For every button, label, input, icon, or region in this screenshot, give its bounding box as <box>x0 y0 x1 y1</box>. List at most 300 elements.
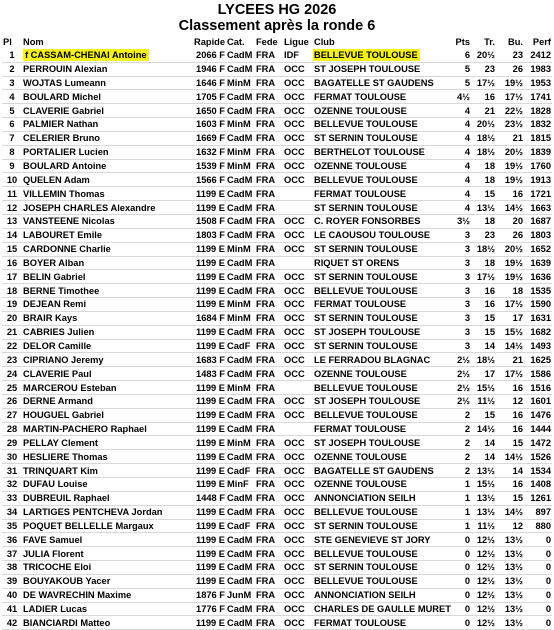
performance: 1493 <box>530 340 551 351</box>
club-name: ST JOSEPH TOULOUSE <box>314 396 421 407</box>
table-row <box>2 491 552 505</box>
player-name: DERNE Armand <box>23 396 93 407</box>
club-name: ST SERNIN TOULOUSE <box>314 562 418 573</box>
federation: FRA <box>256 493 276 504</box>
table-row <box>2 201 552 215</box>
table-row <box>2 339 552 353</box>
tiebreak-bu: 20½ <box>504 147 523 158</box>
rapid-rating: 1448 F <box>196 493 225 504</box>
rapid-rating: 1199 E <box>196 285 225 296</box>
table-row <box>2 159 552 173</box>
rapid-rating: 1483 F <box>196 368 225 379</box>
league <box>283 422 313 436</box>
player-name: MARCEROU Esteban <box>23 382 117 393</box>
tiebreak-bu: 22½ <box>504 105 523 116</box>
federation: FRA <box>256 548 276 559</box>
league: OCC <box>284 493 305 504</box>
category: CadM <box>227 424 253 435</box>
table-row <box>2 394 552 408</box>
tiebreak-tr: 11½ <box>477 396 495 407</box>
rapid-rating: 1199 E <box>196 271 225 282</box>
performance: 1953 <box>530 77 551 88</box>
category: CadF <box>227 340 251 351</box>
category: CadM <box>227 285 253 296</box>
league: OCC <box>284 465 305 476</box>
federation: FRA <box>256 437 276 448</box>
federation: FRA <box>256 451 276 462</box>
rapid-rating: 1199 E <box>196 562 225 573</box>
federation: FRA <box>256 188 276 199</box>
rapid-rating: 1199 E <box>196 188 225 199</box>
performance: 1516 <box>530 382 551 393</box>
player-name: BOULARD Michel <box>23 91 101 102</box>
table-row <box>2 104 552 118</box>
tiebreak-bu: 14½ <box>504 507 523 518</box>
points: 3½ <box>457 216 470 227</box>
tiebreak-bu: 19½ <box>504 271 523 282</box>
points: 0 <box>464 576 470 587</box>
player-name: BIANCIARDI Matteo <box>23 617 111 628</box>
rapid-rating: 1539 F <box>196 161 225 172</box>
performance: 1639 <box>530 257 551 268</box>
league <box>283 381 313 395</box>
points: 2½ <box>457 354 470 365</box>
tiebreak-tr: 18 <box>484 216 495 227</box>
rank-cell: 33 <box>6 493 18 504</box>
federation: FRA <box>256 590 276 601</box>
rapid-rating: 1669 F <box>196 133 225 144</box>
player-name: LARTIGES PENTCHEVA Jordan <box>23 507 163 518</box>
league: OCC <box>284 410 305 421</box>
points: 2 <box>464 424 470 435</box>
club-name: FERMAT TOULOUSE <box>314 299 407 310</box>
player-name: PERROUIN Alexian <box>23 64 108 75</box>
tiebreak-bu: 20 <box>512 216 523 227</box>
federation: FRA <box>256 64 276 75</box>
tiebreak-tr: 13½ <box>476 465 495 476</box>
performance: 1652 <box>530 244 551 255</box>
rapid-rating: 1199 E <box>196 382 225 393</box>
rank-cell: 14 <box>6 230 18 241</box>
table-row <box>2 588 552 602</box>
category: MinM <box>227 382 251 393</box>
player-name: DELOR Camille <box>23 340 92 351</box>
performance: 1625 <box>530 354 551 365</box>
tiebreak-tr: 16 <box>484 91 495 102</box>
rank-cell: 13 <box>6 216 18 227</box>
points: 2 <box>464 410 470 421</box>
table-row <box>2 228 552 242</box>
player-name: DE WAVRECHIN Maxime <box>23 590 132 601</box>
league: OCC <box>284 313 305 324</box>
performance: 1476 <box>530 410 551 421</box>
tiebreak-bu: 20½ <box>504 244 523 255</box>
rank-cell: 15 <box>6 244 18 255</box>
points: 5 <box>464 77 470 88</box>
club-name: ST SERNIN TOULOUSE <box>314 520 418 531</box>
rapid-rating: 1876 F <box>196 590 225 601</box>
rank-cell: 19 <box>6 299 18 310</box>
rank-cell: 10 <box>6 174 18 185</box>
standings-body <box>2 49 552 630</box>
points: 3 <box>464 327 470 338</box>
performance: 1815 <box>530 133 551 144</box>
league: OCC <box>284 216 305 227</box>
performance: 1721 <box>530 188 551 199</box>
table-row <box>2 353 552 367</box>
federation: FRA <box>256 257 276 268</box>
tiebreak-tr: 12½ <box>476 576 495 587</box>
category: CadM <box>227 354 253 365</box>
category: MinM <box>227 244 251 255</box>
league: OCC <box>284 368 305 379</box>
performance: 0 <box>545 576 551 587</box>
category: CadM <box>227 202 253 213</box>
col-header-perf: Perf <box>532 37 551 48</box>
club-name: ST SERNIN TOULOUSE <box>314 340 418 351</box>
player-name: HESLIERE Thomas <box>23 451 108 462</box>
points: 5 <box>464 64 470 75</box>
tiebreak-tr: 18 <box>484 257 495 268</box>
league: OCC <box>284 285 305 296</box>
federation: FRA <box>256 368 276 379</box>
points: 4 <box>464 133 470 144</box>
table-row <box>2 256 552 270</box>
player-name: POQUET BELLELLE Margaux <box>23 520 154 531</box>
player-name: DUFAU Louise <box>23 479 88 490</box>
club-name: BELLEVUE TOULOUSE <box>314 382 418 393</box>
performance: 0 <box>545 534 551 545</box>
club-name: ST SERNIN TOULOUSE <box>314 244 418 255</box>
rank-cell: 36 <box>6 534 18 545</box>
rank-cell: 30 <box>6 451 18 462</box>
league: OCC <box>284 604 305 615</box>
league: OCC <box>284 520 305 531</box>
table-row <box>2 505 552 519</box>
performance: 1444 <box>530 424 551 435</box>
category: CadM <box>227 216 253 227</box>
table-row <box>2 574 552 588</box>
points: 1 <box>464 520 470 531</box>
player-name: BOULARD Antoine <box>23 161 107 172</box>
federation: FRA <box>256 216 276 227</box>
tiebreak-bu: 13½ <box>504 534 523 545</box>
table-row <box>2 173 552 187</box>
rank-cell: 26 <box>6 396 18 407</box>
player-name: PELLAY Clement <box>23 437 98 448</box>
performance: 1631 <box>530 313 551 324</box>
league: OCC <box>284 64 305 75</box>
tiebreak-tr: 23 <box>484 230 495 241</box>
tiebreak-tr: 15 <box>484 327 495 338</box>
federation: FRA <box>256 479 276 490</box>
tiebreak-bu: 13½ <box>504 604 523 615</box>
table-row <box>2 242 552 256</box>
tiebreak-tr: 20½ <box>476 119 495 130</box>
tiebreak-tr: 18½ <box>476 133 495 144</box>
performance: 1839 <box>530 147 551 158</box>
federation: FRA <box>256 327 276 338</box>
performance: 0 <box>545 617 551 628</box>
league: OCC <box>284 479 305 490</box>
league: OCC <box>284 174 305 185</box>
club-name <box>313 49 451 62</box>
table-row <box>2 325 552 339</box>
rapid-rating: 1683 F <box>196 354 225 365</box>
tiebreak-bu: 17 <box>512 313 523 324</box>
club-name: BELLEVUE TOULOUSE <box>314 119 418 130</box>
rapid-rating: 1199 E <box>196 327 225 338</box>
tiebreak-bu: 16 <box>512 188 523 199</box>
player-name: PORTALIER Lucien <box>23 147 109 158</box>
club-name: OZENNE TOULOUSE <box>314 161 407 172</box>
performance: 1526 <box>530 451 551 462</box>
club-name: BAGATELLE ST GAUDENS <box>314 465 434 476</box>
federation: FRA <box>256 161 276 172</box>
club-name: OZENNE TOULOUSE <box>314 451 407 462</box>
rapid-rating: 1199 E <box>196 465 225 476</box>
rank-cell: 5 <box>9 105 15 116</box>
league <box>283 256 313 270</box>
performance: 1586 <box>530 368 551 379</box>
points: 3 <box>464 340 470 351</box>
tiebreak-bu: 21 <box>512 354 523 365</box>
rank-cell: 37 <box>6 548 18 559</box>
points: 4 <box>464 147 470 158</box>
tiebreak-tr: 16 <box>484 285 495 296</box>
category: CadM <box>227 105 253 116</box>
tiebreak-tr: 13½ <box>476 507 495 518</box>
league: OCC <box>284 451 305 462</box>
rapid-rating: 1199 E <box>196 202 225 213</box>
col-header-tr: Tr. <box>484 37 495 48</box>
tiebreak-bu: 13½ <box>504 548 523 559</box>
tiebreak-tr: 20½ <box>476 50 495 61</box>
tiebreak-bu: 15 <box>512 493 523 504</box>
rapid-rating: 1803 F <box>196 230 225 241</box>
performance: 1535 <box>530 285 551 296</box>
tiebreak-bu: 18 <box>512 285 523 296</box>
club-name: STE GENEVIEVE ST JORY <box>314 534 431 545</box>
club-name: ST SERNIN TOULOUSE <box>314 202 418 213</box>
performance: 0 <box>545 562 551 573</box>
page-title: LYCEES HG 2026 <box>217 2 337 18</box>
rank-cell: 18 <box>6 285 18 296</box>
tiebreak-tr: 12½ <box>476 562 495 573</box>
league: OCC <box>284 340 305 351</box>
rapid-rating: 1199 E <box>196 617 225 628</box>
federation: FRA <box>256 244 276 255</box>
highlighted-player-name: f CASSAM-CHENAI Antoine <box>25 50 147 61</box>
points: 2 <box>464 465 470 476</box>
points: 2½ <box>457 396 470 407</box>
category: MinM <box>227 299 251 310</box>
table-row <box>2 464 552 478</box>
performance: 1913 <box>530 174 551 185</box>
tiebreak-bu: 21 <box>512 133 523 144</box>
federation: FRA <box>256 617 276 628</box>
tiebreak-tr: 18 <box>484 161 495 172</box>
tiebreak-bu: 13½ <box>504 576 523 587</box>
points: 0 <box>464 617 470 628</box>
tiebreak-tr: 18½ <box>476 147 495 158</box>
player-name: BERNE Timothee <box>23 285 100 296</box>
rank-cell: 2 <box>9 64 15 75</box>
rank-cell: 3 <box>9 77 15 88</box>
rank-cell: 38 <box>6 562 18 573</box>
rank-cell: 21 <box>6 327 18 338</box>
federation: FRA <box>256 562 276 573</box>
table-row <box>2 408 552 422</box>
rapid-rating: 1632 F <box>196 147 225 158</box>
points: 4 <box>464 202 470 213</box>
league: OCC <box>284 133 305 144</box>
highlighted-club-name: BELLEVUE TOULOUSE <box>314 50 418 61</box>
federation: FRA <box>256 382 276 393</box>
club-name: FERMAT TOULOUSE <box>314 617 407 628</box>
category: CadM <box>227 534 253 545</box>
performance: 1261 <box>530 493 551 504</box>
points: 2 <box>464 451 470 462</box>
player-name: CELERIER Bruno <box>23 133 100 144</box>
league: OCC <box>284 230 305 241</box>
rapid-rating: 1199 E <box>196 299 225 310</box>
rank-cell: 39 <box>6 576 18 587</box>
col-header-fede: Fede <box>256 37 278 48</box>
category: CadM <box>227 576 253 587</box>
player-name: CLAVERIE Paul <box>23 368 92 379</box>
tiebreak-tr: 17 <box>484 368 495 379</box>
league: OCC <box>284 396 305 407</box>
performance: 1408 <box>530 479 551 490</box>
points: 3 <box>464 285 470 296</box>
performance: 1636 <box>530 271 551 282</box>
category: CadF <box>227 520 251 531</box>
player-name <box>22 49 180 62</box>
club-name: BELLEVUE TOULOUSE <box>314 576 418 587</box>
table-header-row <box>2 36 552 49</box>
category: CadM <box>227 64 253 75</box>
player-name: BELIN Gabriel <box>23 271 86 282</box>
league: IDF <box>284 50 299 61</box>
rank-cell: 42 <box>6 617 18 628</box>
rapid-rating: 1776 F <box>196 604 225 615</box>
tiebreak-bu: 16 <box>512 382 523 393</box>
category: CadM <box>227 230 253 241</box>
rank-cell: 35 <box>6 520 18 531</box>
tiebreak-tr: 23 <box>484 64 495 75</box>
points: 3 <box>464 299 470 310</box>
rank-cell: 27 <box>6 410 18 421</box>
player-name: CIPRIANO Jeremy <box>23 354 104 365</box>
player-name: WOJTAS Lumeann <box>23 77 106 88</box>
club-name: OZENNE TOULOUSE <box>314 105 407 116</box>
player-name: JULIA Florent <box>23 548 84 559</box>
tiebreak-tr: 12½ <box>476 604 495 615</box>
player-name: DUBREUIL Raphael <box>23 493 110 504</box>
points: 2½ <box>457 368 470 379</box>
performance: 897 <box>535 507 551 518</box>
category: CadM <box>227 271 253 282</box>
category: CadM <box>227 410 253 421</box>
category: CadM <box>227 604 253 615</box>
rank-cell: 29 <box>6 437 18 448</box>
performance: 880 <box>535 520 551 531</box>
federation: FRA <box>256 77 276 88</box>
category: CadM <box>227 174 253 185</box>
league <box>283 201 313 215</box>
category: CadM <box>227 507 253 518</box>
rapid-rating: 1199 E <box>196 576 225 587</box>
league: OCC <box>284 161 305 172</box>
rank-cell: 22 <box>6 340 18 351</box>
player-name: TRICOCHE Eloi <box>23 562 92 573</box>
league: OCC <box>284 327 305 338</box>
rank-cell: 12 <box>6 202 18 213</box>
performance: 1687 <box>530 216 551 227</box>
tiebreak-bu: 26 <box>512 64 523 75</box>
federation: FRA <box>256 299 276 310</box>
col-header-cat: Cat. <box>227 37 245 48</box>
rank-cell: 31 <box>6 465 18 476</box>
table-row <box>2 62 552 76</box>
player-name: VILLEMIN Thomas <box>23 188 105 199</box>
player-name: BOYER Alban <box>23 257 85 268</box>
club-name: ST SERNIN TOULOUSE <box>314 271 418 282</box>
tiebreak-bu: 13½ <box>504 617 523 628</box>
tiebreak-tr: 14½ <box>476 424 495 435</box>
rapid-rating: 1199 E <box>196 507 225 518</box>
rapid-rating: 1684 F <box>196 313 225 324</box>
club-name: ST JOSEPH TOULOUSE <box>314 64 421 75</box>
rank-cell: 17 <box>6 271 18 282</box>
tiebreak-bu: 23 <box>512 50 523 61</box>
col-header-nom: Nom <box>23 37 44 48</box>
rapid-rating: 1199 E <box>196 520 225 531</box>
club-name: BELLEVUE TOULOUSE <box>314 507 418 518</box>
rank-cell: 25 <box>6 382 18 393</box>
rapid-rating: 1199 E <box>196 437 225 448</box>
category: JunM <box>227 590 252 601</box>
tiebreak-tr: 13½ <box>476 202 495 213</box>
federation: FRA <box>256 313 276 324</box>
category: CadM <box>227 368 253 379</box>
club-name: OZENNE TOULOUSE <box>314 368 407 379</box>
points: 2 <box>464 437 470 448</box>
club-name: ANNONCIATION SEILH <box>314 493 416 504</box>
rapid-rating: 1199 E <box>196 410 225 421</box>
table-row <box>2 436 552 450</box>
player-name: CARDONNE Charlie <box>23 244 111 255</box>
rapid-rating: 1199 E <box>196 548 225 559</box>
points: 3 <box>464 244 470 255</box>
player-name: FAVE Samuel <box>23 534 83 545</box>
table-row <box>2 602 552 616</box>
tiebreak-bu: 14½ <box>504 202 523 213</box>
tiebreak-bu: 23½ <box>504 119 523 130</box>
points: 4 <box>464 119 470 130</box>
points: 1 <box>464 507 470 518</box>
rapid-rating: 1199 E <box>196 424 225 435</box>
points: 0 <box>464 548 470 559</box>
points: 3 <box>464 313 470 324</box>
category: MinM <box>227 147 251 158</box>
table-row <box>2 284 552 298</box>
rapid-rating: 1199 E <box>196 479 225 490</box>
table-row <box>2 616 552 630</box>
club-name: ST SERNIN TOULOUSE <box>314 313 418 324</box>
table-row <box>2 298 552 312</box>
